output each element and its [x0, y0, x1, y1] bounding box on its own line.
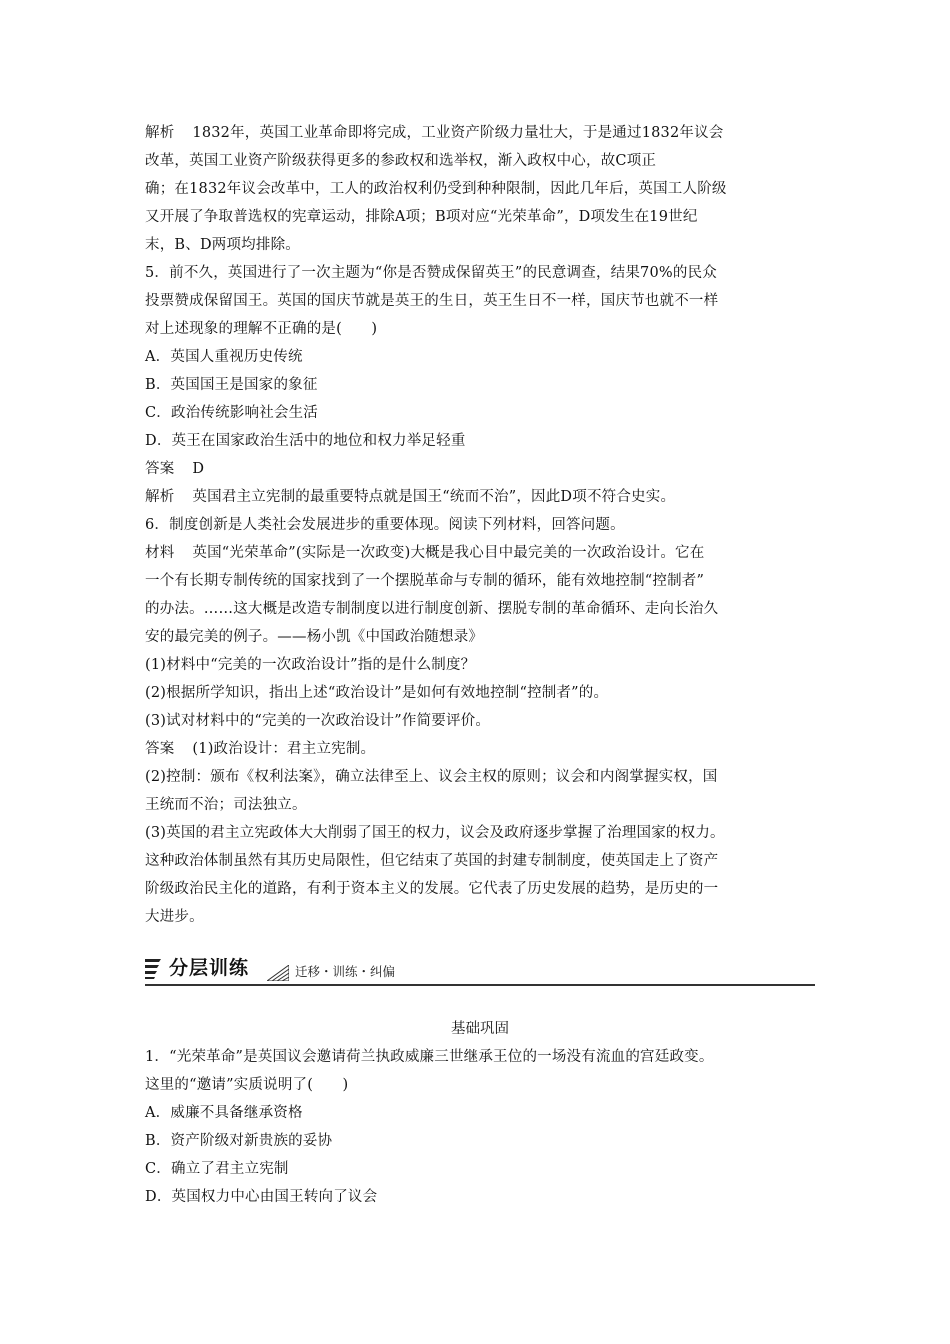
text-line	[145, 455, 815, 483]
line-text: 王统而不治；司法独立。	[145, 797, 307, 813]
text-line	[145, 679, 815, 707]
line-text: 英国君主立宪制的最重要特点就是国王“统而不治”，因此D项不符合史实。	[192, 489, 676, 505]
line-label: 解析	[145, 489, 175, 505]
line-text: 改革，英国工业资产阶级获得更多的参政权和选举权，渐入政权中心，故C项正	[145, 153, 657, 169]
line-text: 阶级政治民主化的道路，有利于资本主义的发展。它代表了历史发展的趋势，是历史的一	[145, 881, 719, 897]
text-line	[145, 875, 815, 903]
line-text: D．英国权力中心由国王转向了议会	[145, 1189, 378, 1205]
line-text: 5．前不久，英国进行了一次主题为“你是否赞成保留英王”的民意调查，结果70%的民众	[145, 265, 717, 281]
text-line	[145, 1071, 815, 1099]
line-text: 6．制度创新是人类社会发展进步的重要体现。阅读下列材料，回答问题。	[145, 517, 625, 533]
text-line	[145, 567, 815, 595]
line-text: 大进步。	[145, 909, 204, 925]
text-line	[145, 1155, 815, 1183]
line-text: 的办法。……这大概是改造专制制度以进行制度创新、摆脱专制的革命循环、走向长治久	[145, 601, 719, 617]
answer-analysis-block	[145, 119, 815, 931]
line-text: (3)英国的君主立宪政体大大削弱了国王的权力，议会及政府逐步掌握了治理国家的权力。	[145, 825, 725, 841]
text-line	[145, 175, 815, 203]
stripes-icon	[145, 959, 161, 979]
line-text: (1)材料中“完美的一次政治设计”指的是什么制度？	[145, 657, 476, 673]
hatched-triangle-icon	[267, 965, 289, 981]
line-text: A．威廉不具备继承资格	[145, 1105, 303, 1121]
text-line	[145, 903, 815, 931]
text-line	[145, 847, 815, 875]
text-line	[145, 399, 815, 427]
line-text: 1．“光荣革命”是英国议会邀请荷兰执政威廉三世继承王位的一场没有流血的宫廷政变。	[145, 1049, 714, 1065]
text-line	[145, 259, 815, 287]
text-line	[145, 735, 815, 763]
text-line	[145, 651, 815, 679]
text-line	[145, 147, 815, 175]
line-text: C．政治传统影响社会生活	[145, 405, 318, 421]
text-line	[145, 539, 815, 567]
line-text: 一个有长期专制传统的国家找到了一个摆脱革命与专制的循环，能有效地控制“控制者”	[145, 573, 705, 589]
exercise-block	[145, 1043, 815, 1211]
line-text: (2)根据所学知识，指出上述“政治设计”是如何有效地控制“控制者”的。	[145, 685, 609, 701]
banner-subtitle: 迁移・训练・纠偏	[295, 964, 396, 979]
text-line	[145, 315, 815, 343]
text-line	[145, 343, 815, 371]
text-line	[145, 119, 815, 147]
text-line	[145, 1099, 815, 1127]
line-text: (3)试对材料中的“完美的一次政治设计”作简要评价。	[145, 713, 491, 729]
text-line	[145, 511, 815, 539]
text-line	[145, 1183, 815, 1211]
text-line	[145, 371, 815, 399]
text-line	[145, 203, 815, 231]
line-text: 1832年，英国工业革命即将完成，工业资产阶级力量壮大，于是通过1832年议会	[192, 125, 724, 141]
line-text: A．英国人重视历史传统	[145, 349, 303, 365]
line-text: 末，B、D两项均排除。	[145, 237, 300, 253]
text-line	[145, 623, 815, 651]
text-line	[145, 287, 815, 315]
line-label: 答案	[145, 741, 175, 757]
text-line	[145, 483, 815, 511]
line-text: C．确立了君主立宪制	[145, 1161, 289, 1177]
document-page	[145, 119, 815, 1211]
banner-title: 分层训练	[169, 957, 250, 979]
line-text: D	[192, 461, 205, 477]
line-text: B．资产阶级对新贵族的妥协	[145, 1133, 333, 1149]
line-text: 投票赞成保留国王。英国的国庆节就是英王的生日，英王生日不一样，国庆节也就不一样	[145, 293, 719, 309]
line-text: 英国“光荣革命”(实际是一次政变)大概是我心目中最完美的一次政治设计。它在	[192, 545, 705, 561]
line-text: 这种政治体制虽然有其历史局限性，但它结束了英国的封建专制制度，使英国走上了资产	[145, 853, 719, 869]
line-text: (1)政治设计：君主立宪制。	[192, 741, 376, 757]
line-text: (2)控制：颁布《权利法案》，确立法律至上、议会主权的原则；议会和内阁掌握实权，国	[145, 769, 718, 785]
text-line	[145, 595, 815, 623]
text-line	[145, 763, 815, 791]
banner-divider	[145, 984, 815, 986]
line-label: 答案	[145, 461, 175, 477]
line-text: 这里的“邀请”实质说明了( )	[145, 1077, 349, 1093]
text-line	[145, 707, 815, 735]
line-text: 安的最完美的例子。——杨小凯《中国政治随想录》	[145, 629, 484, 645]
line-text: 又开展了争取普选权的宪章运动，排除A项；B项对应“光荣革命”，D项发生在19世纪	[145, 209, 698, 225]
section-banner	[145, 945, 815, 997]
text-line	[145, 1127, 815, 1155]
text-line	[145, 791, 815, 819]
line-text: 对上述现象的理解不正确的是( )	[145, 321, 378, 337]
line-text: D．英王在国家政治生活中的地位和权力举足轻重	[145, 433, 466, 449]
line-label: 材料	[145, 545, 175, 561]
section-title: 基础巩固	[451, 1021, 509, 1037]
line-text: B．英国国王是国家的象征	[145, 377, 318, 393]
line-label: 解析	[145, 125, 175, 141]
text-line	[145, 819, 815, 847]
text-line	[145, 231, 815, 259]
text-line	[145, 1043, 815, 1071]
line-text: 确；在1832年议会改革中，工人的政治权利仍受到种种限制，因此几年后，英国工人阶级	[145, 181, 727, 197]
text-line	[145, 427, 815, 455]
